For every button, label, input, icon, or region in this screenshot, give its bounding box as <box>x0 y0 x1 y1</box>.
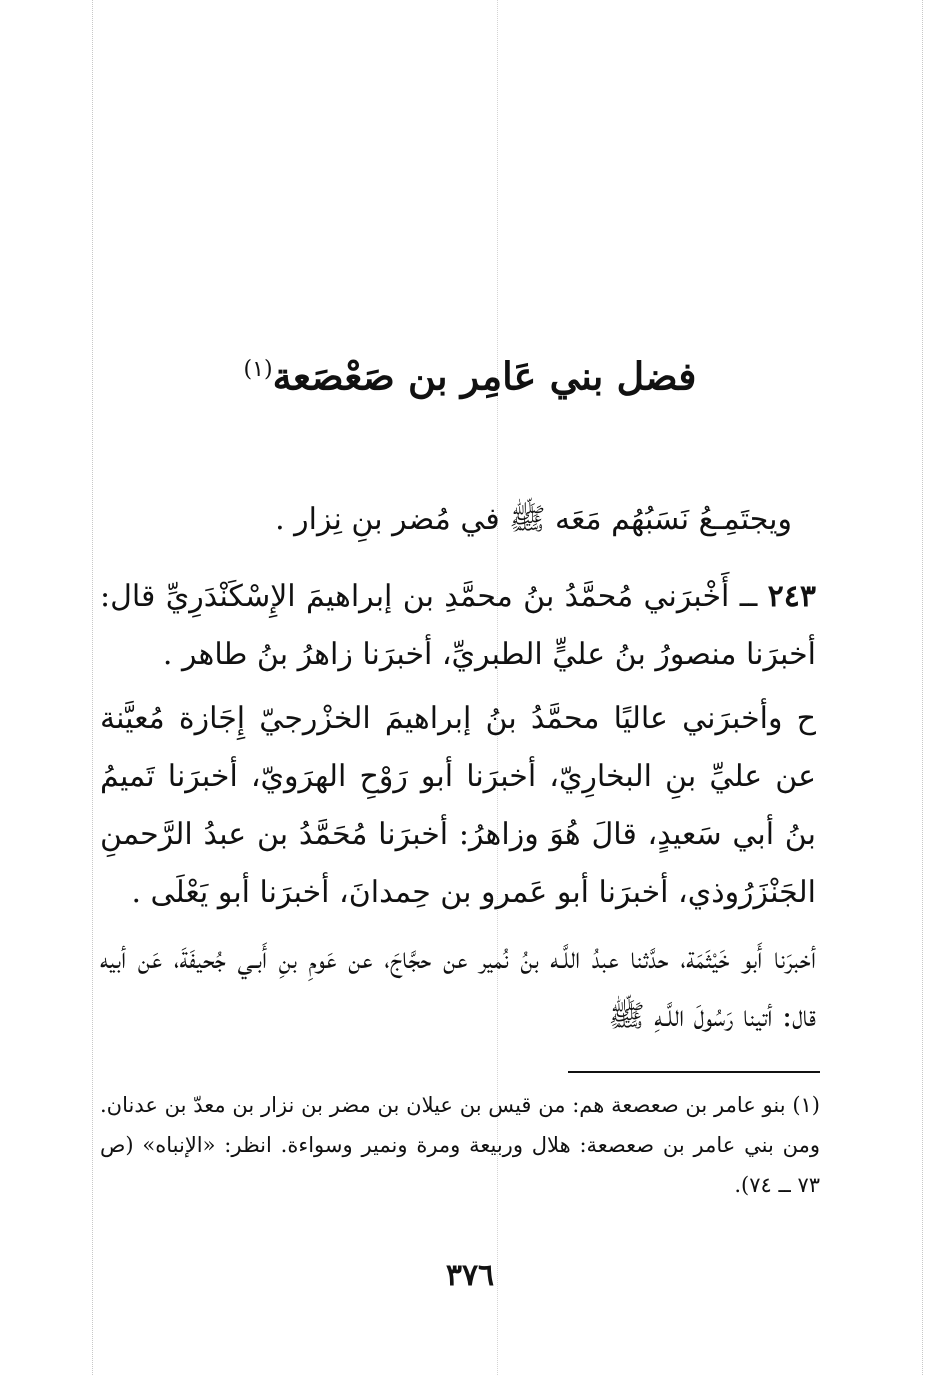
hadith-number: ٢٤٣ <box>767 579 816 614</box>
page-number: ٣٧٦ <box>445 1258 495 1293</box>
footnote: (١) بنو عامر بن صعصعة هم: من قيس بن عيلان بن مضر بن نزار بن معدّ بن عدنان. ومن بني عامر بن صعصعة: هلال وربيعة ومرة ونمير وسواءة. انظر: «الإنباه» (ص ٧٣ ــ ٧٤). <box>100 1093 820 1197</box>
hadith-243-text: ــ أَخْبرَني مُحمَّدُ بنُ محمَّدِ بن إبراهيمَ الإِسْكَنْدَرِيِّ قال: أخبرَنا منصورُ بنُ عليٍّ الطبريِّ، أخبرَنا زاهرُ بنُ طاهر . <box>100 579 816 672</box>
hadith-text-paragraph: أخبرَنا أَبو خَيْثَمَة، حدَّثنا عبدُ اللَّـه بنُ نُمير عن حجَّاجَ، عن عَومِ بنِ أَبـي جُحيفَةَ، عَن أبيه قال: أتينا رَسُولَ اللَّـهِ ﷺ <box>100 941 816 1034</box>
scan-artifact-line <box>92 0 93 1375</box>
hadith-243-paragraph <box>100 568 816 684</box>
scan-artifact-line <box>922 0 923 1375</box>
intro-paragraph: ويجتَمِـعُ نَسَبُهُم مَعَه ﷺ في مُضر بنِ نِزار . <box>275 502 792 537</box>
footnote-separator <box>568 1071 820 1073</box>
chapter-title-text: فضل بني عَامِر بن صَعْصَعة <box>272 353 697 399</box>
isnad-paragraph: ح وأخبرَني عاليًا محمَّدُ بنُ إبراهيمَ الخزْرجيّ إِجَازة مُعيَّنة عن عليِّ بنِ البخارِيّ، أخبرَنا أبو رَوْحِ الهرَويّ، أخبرَنا تَميمُ بنُ أبي سَعيدٍ، قالَ هُوَ وزاهرُ: أخبرَنا مُحَمَّدُ بن عبدُ الرَّحمنِ الجَنْزَرُوذي، أخبرَنا أبو عَمرو بن حِمدانَ، أخبرَنا أبو يَعْلَى . <box>100 701 816 910</box>
chapter-title <box>120 340 820 407</box>
footnote-reference: (١) <box>243 357 273 382</box>
